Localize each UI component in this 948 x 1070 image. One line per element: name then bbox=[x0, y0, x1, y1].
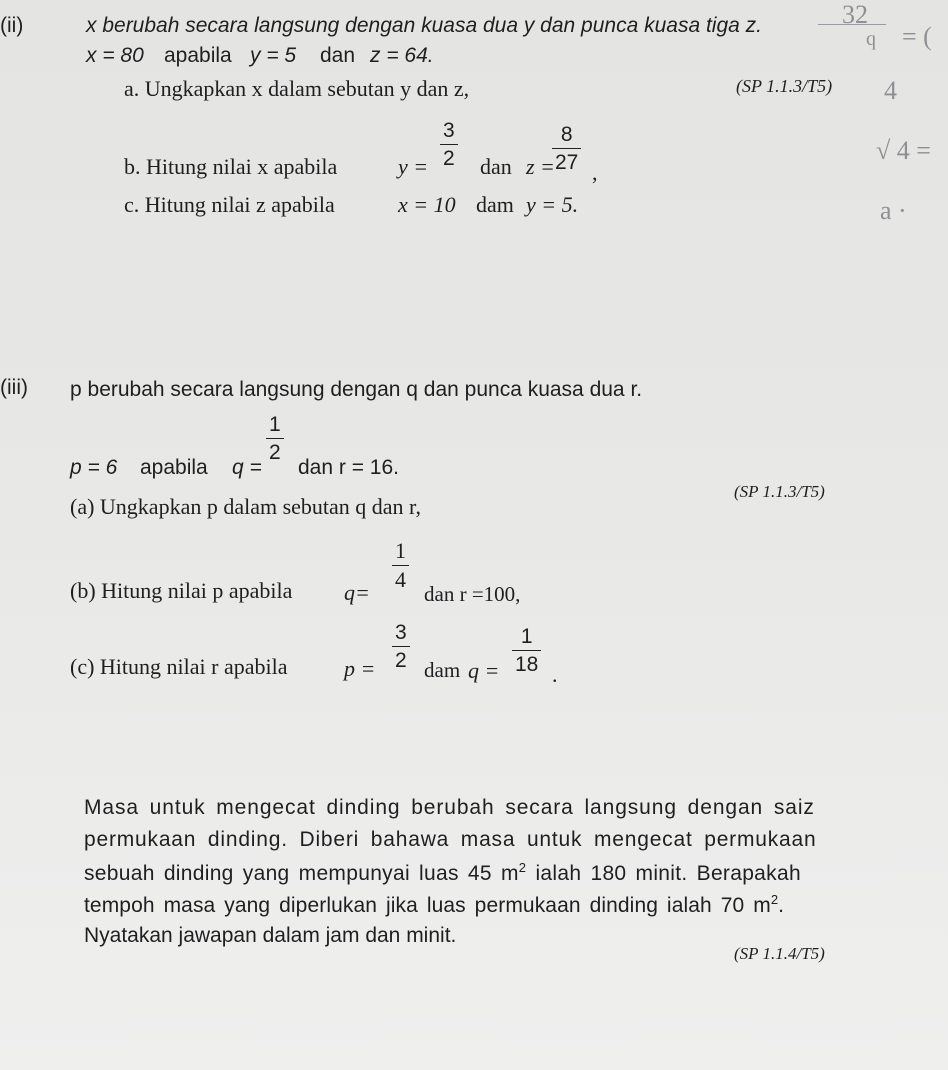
q2-given-y: y = 5 bbox=[250, 44, 297, 67]
q3-reference: (SP 1.1.3/T5) bbox=[734, 482, 825, 501]
fraction-denominator: 2 bbox=[443, 147, 455, 170]
q3-part-b-end: dan r =100, bbox=[424, 582, 521, 606]
fraction-numerator: 1 bbox=[520, 625, 533, 648]
q3-part-b-fraction bbox=[392, 540, 409, 591]
q2-given-apabila: apabila bbox=[164, 44, 232, 67]
q2-part-b: b. Hitung nilai x apabila bbox=[124, 154, 338, 179]
fraction-numerator: 1 bbox=[269, 413, 281, 436]
q3-given-p: p = 6 bbox=[70, 456, 118, 479]
margin-note-3: q bbox=[866, 28, 876, 50]
q3-part-c-dam: dam bbox=[424, 658, 461, 682]
q4-line-4-start: tempoh masa yang diperlukan jika luas permukaan dinding ialah 70 m bbox=[84, 894, 771, 917]
q2-given-x: x = 80 bbox=[86, 44, 144, 67]
q3-part-c-p: p = bbox=[344, 656, 376, 681]
fraction-denominator: 2 bbox=[269, 441, 281, 464]
question-3-marker: (iii) bbox=[0, 376, 28, 399]
question-2-marker: (ii) bbox=[0, 14, 24, 37]
fraction-numerator: 1 bbox=[395, 538, 406, 563]
q3-part-c-end: . bbox=[552, 662, 558, 687]
q4-line-1: Masa untuk mengecat dinding berubah secara langsung dengan saiz bbox=[84, 796, 815, 819]
q2-part-c-y: y = 5. bbox=[526, 192, 579, 217]
q3-given-apabila: apabila bbox=[140, 456, 208, 479]
q2-part-c: c. Hitung nilai z apabila bbox=[124, 192, 335, 217]
q4-line-4 bbox=[84, 892, 784, 918]
q4-line-2: permukaan dinding. Diberi bahawa masa untuk mengecat permukaan bbox=[84, 828, 817, 851]
q2-part-b-fraction-z bbox=[552, 124, 581, 173]
q4-line-3 bbox=[84, 860, 801, 886]
margin-note-2: = ( bbox=[902, 22, 932, 51]
q4-line-5: Nyatakan jawapan dalam jam dan minit. bbox=[84, 924, 457, 947]
q3-given-fraction bbox=[266, 414, 284, 463]
q3-part-c-fraction-p bbox=[392, 622, 410, 671]
margin-note-1: 32 bbox=[842, 0, 868, 29]
fraction-numerator: 3 bbox=[443, 119, 455, 142]
superscript-2: 2 bbox=[518, 860, 527, 875]
superscript-2: 2 bbox=[770, 892, 779, 907]
q3-given-q: q = bbox=[232, 456, 262, 479]
fraction-numerator: 3 bbox=[395, 621, 407, 644]
q2-part-b-y: y = bbox=[398, 154, 429, 179]
q2-part-c-x: x = 10 bbox=[398, 192, 456, 217]
q2-part-c-dam: dam bbox=[476, 192, 514, 217]
q2-part-b-dan: dan bbox=[480, 154, 512, 179]
fraction-numerator: 8 bbox=[560, 123, 573, 146]
fraction-denominator: 18 bbox=[515, 653, 539, 676]
q3-part-c: (c) Hitung nilai r apabila bbox=[70, 654, 288, 679]
margin-note-5: √ 4 = bbox=[876, 136, 931, 165]
margin-note-4: 4 bbox=[884, 76, 897, 105]
fraction-denominator: 27 bbox=[555, 151, 579, 174]
q3-part-b-q: q= bbox=[344, 580, 370, 605]
q2-reference: (SP 1.1.3/T5) bbox=[736, 76, 833, 96]
margin-note-line bbox=[818, 24, 886, 25]
q4-line-3-start: sebuah dinding yang mempunyai luas 45 m bbox=[84, 862, 519, 885]
margin-note-6: a · bbox=[880, 196, 907, 225]
q4-line-3-end: ialah 180 minit. Berapakah bbox=[526, 862, 801, 885]
q3-part-a: (a) Ungkapkan p dalam sebutan q dan r, bbox=[70, 494, 422, 519]
q2-given-z: z = 64. bbox=[370, 44, 434, 67]
q4-reference: (SP 1.1.4/T5) bbox=[734, 944, 825, 963]
q3-part-c-q: q = bbox=[468, 658, 500, 683]
q3-given-r: dan r = 16. bbox=[298, 456, 399, 479]
q2-part-b-z: z = bbox=[526, 154, 555, 179]
fraction-denominator: 2 bbox=[395, 649, 407, 672]
q3-part-b: (b) Hitung nilai p apabila bbox=[70, 578, 293, 603]
q4-line-4-end: . bbox=[778, 894, 785, 917]
fraction-denominator: 4 bbox=[395, 567, 406, 592]
question-3-stem: p berubah secara langsung dengan q dan punca kuasa dua r. bbox=[70, 378, 643, 401]
q2-part-b-end: , bbox=[592, 160, 598, 185]
q2-part-b-fraction-y bbox=[440, 120, 458, 169]
q3-part-c-fraction-q bbox=[512, 626, 541, 675]
q2-given-dan: dan bbox=[320, 44, 356, 67]
q2-part-a: a. Ungkapkan x dalam sebutan y dan z, bbox=[124, 76, 470, 101]
question-2-stem: x berubah secara langsung dengan kuasa dua y dan punca kuasa tiga z. bbox=[86, 14, 762, 37]
